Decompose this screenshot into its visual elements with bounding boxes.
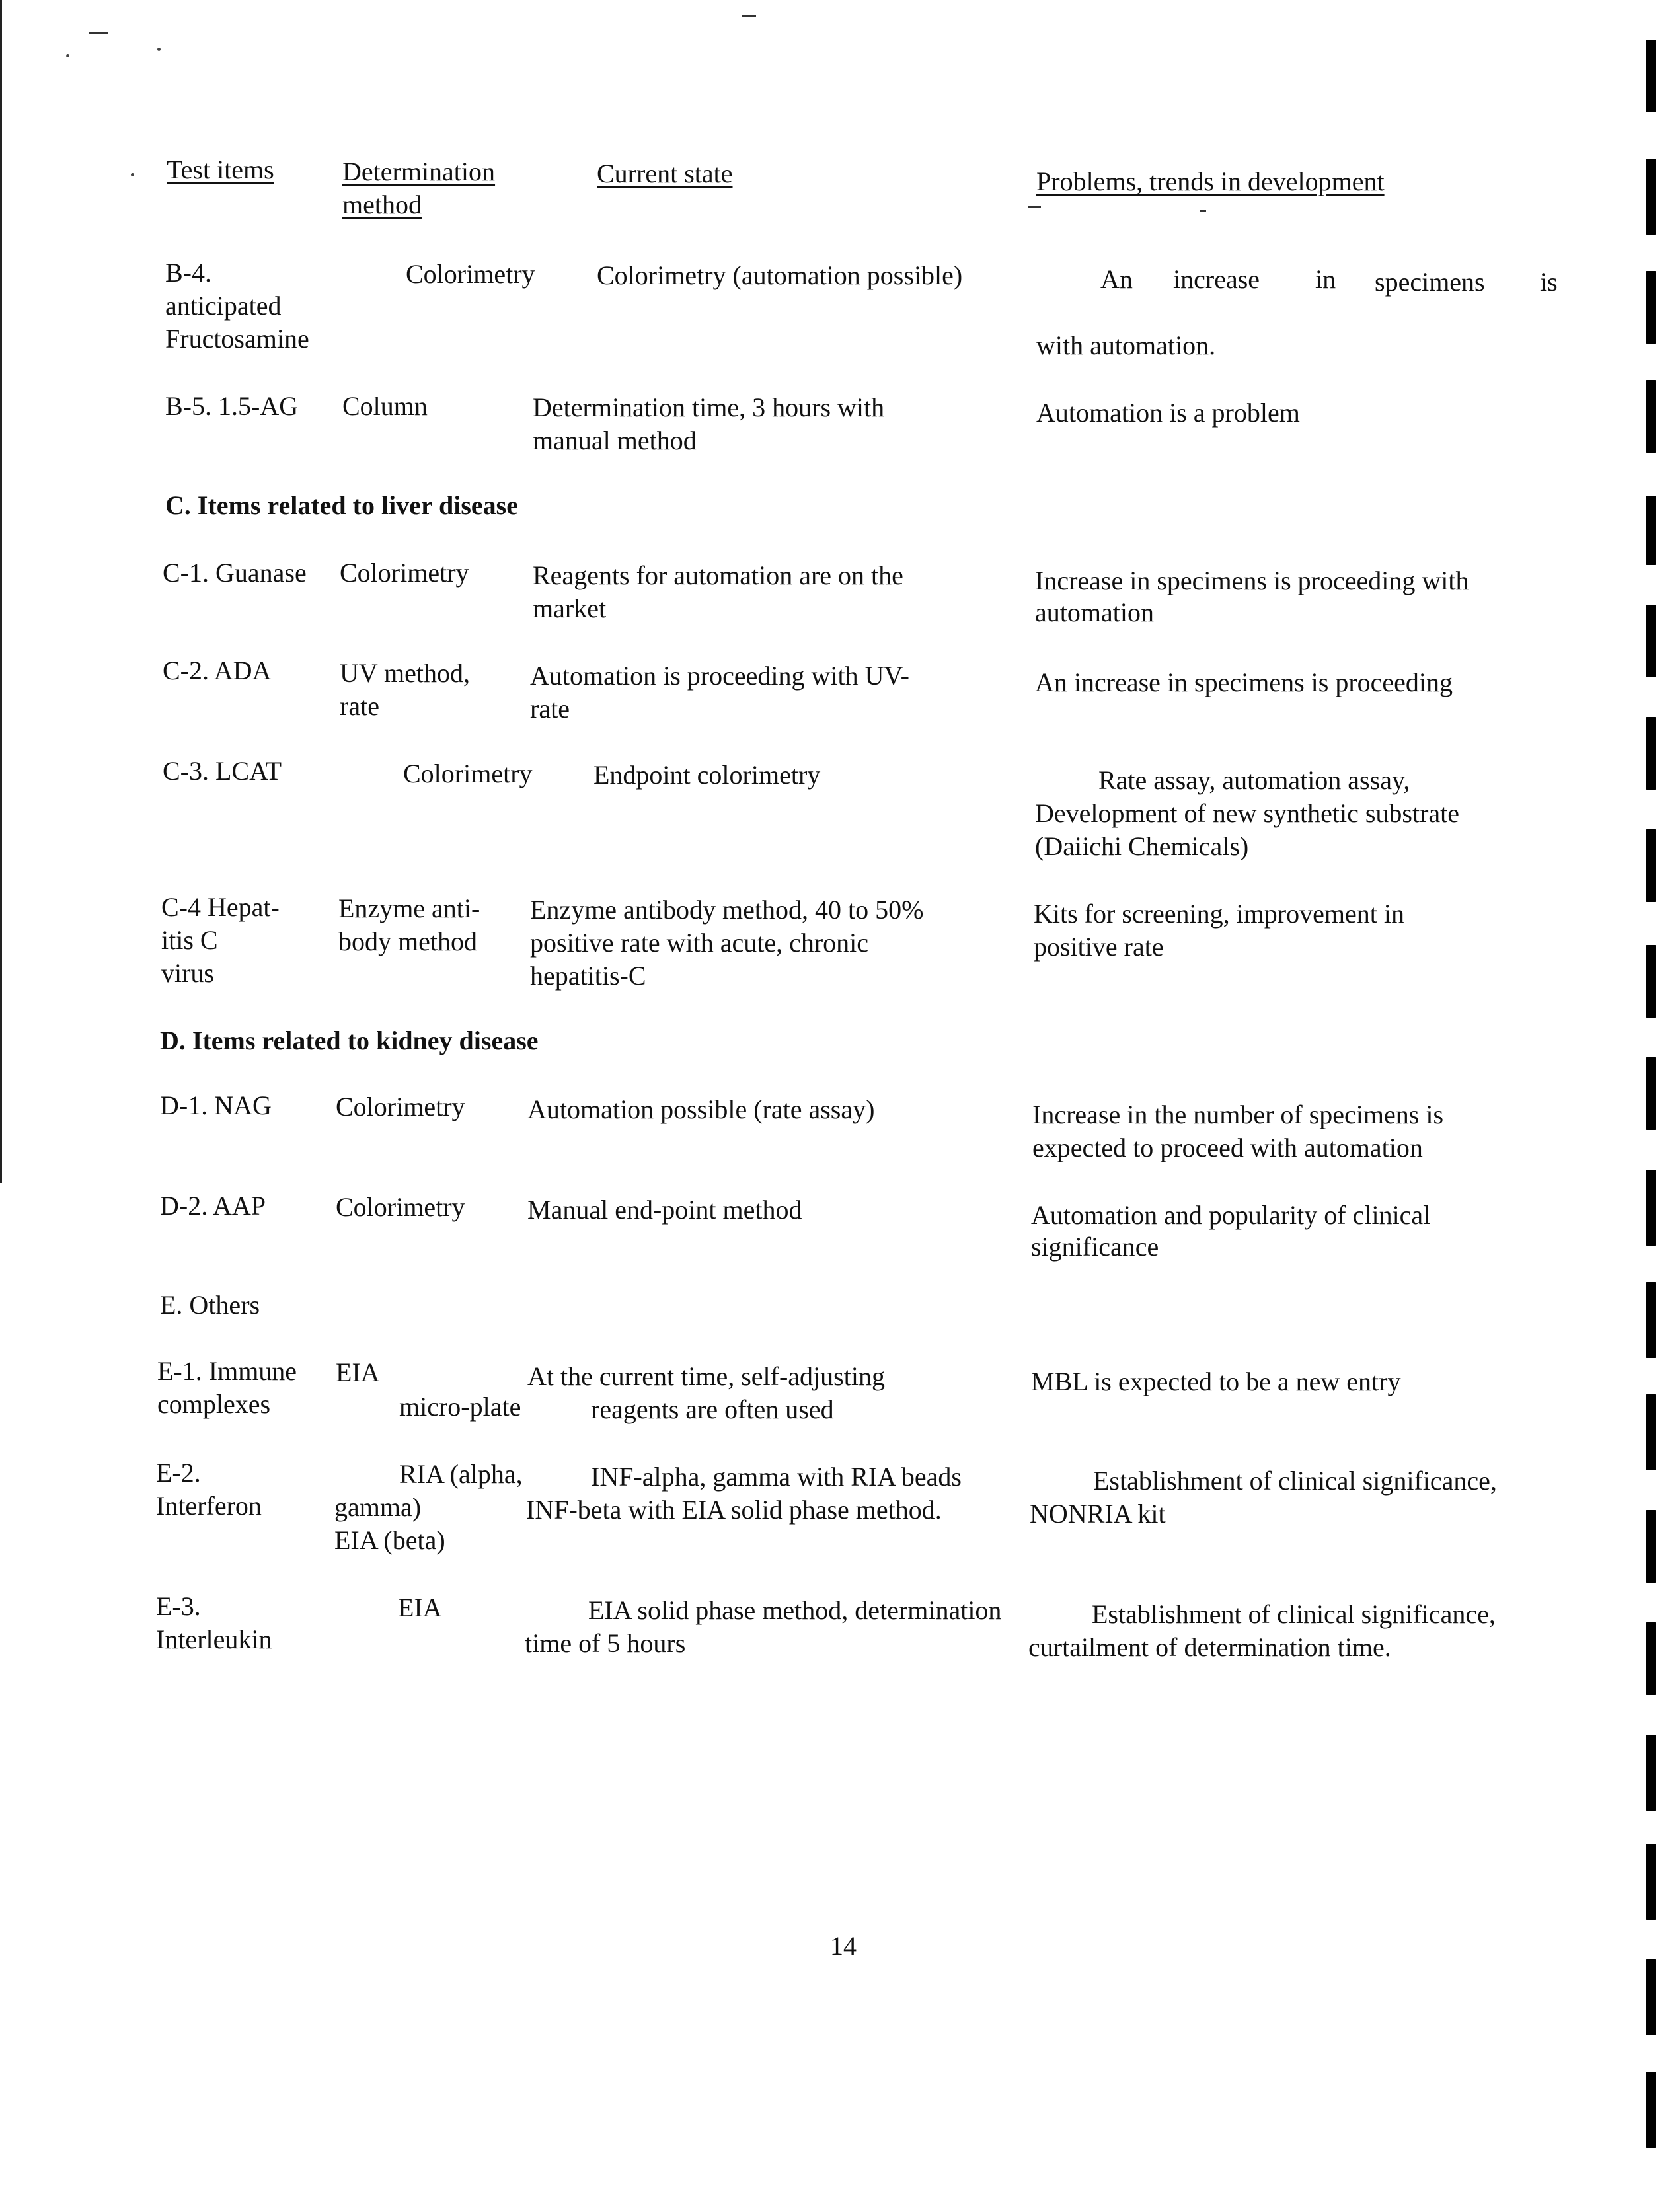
scan-mark xyxy=(742,15,756,17)
e3-state-line2: time of 5 hours xyxy=(525,1628,686,1658)
registration-bar xyxy=(1646,40,1656,112)
e1-state-line1: At the current time, self-adjusting xyxy=(527,1361,885,1391)
d1-item: D-1. NAG xyxy=(160,1090,272,1120)
header-test-items: Test items xyxy=(167,155,274,184)
registration-bar xyxy=(1646,1394,1656,1470)
c2-state-line1: Automation is proceeding with UV- xyxy=(530,661,910,691)
e2-item-line2: Interferon xyxy=(156,1491,262,1521)
d2-problem-line2: significance xyxy=(1031,1232,1159,1262)
e1-state-line2: reagents are often used xyxy=(591,1394,834,1424)
registration-bar xyxy=(1646,1057,1656,1130)
section-c-heading: C. Items related to liver disease xyxy=(165,490,518,520)
c2-method-line1: UV method, xyxy=(340,658,471,688)
b5-item: B-5. 1.5-AG xyxy=(165,391,299,421)
e3-problem-line2: curtailment of determination time. xyxy=(1028,1632,1391,1662)
header-problems: Problems, trends in development xyxy=(1036,167,1385,196)
b5-method: Column xyxy=(342,391,428,421)
c2-problem: An increase in specimens is proceeding xyxy=(1035,667,1453,697)
d2-method: Colorimetry xyxy=(336,1192,465,1222)
e1-method-line2: micro-plate xyxy=(399,1392,521,1422)
scan-speck xyxy=(131,173,134,176)
e3-item-line1: E-3. xyxy=(156,1591,201,1621)
e3-problem-line1: Establishment of clinical significance, xyxy=(1092,1599,1496,1629)
scan-mark xyxy=(1200,210,1206,212)
e1-method-line1: EIA xyxy=(336,1357,380,1387)
c2-state-line2: rate xyxy=(530,694,570,724)
c4-item-line1: C-4 Hepat- xyxy=(161,892,280,922)
c3-state: Endpoint colorimetry xyxy=(593,760,821,790)
registration-bar xyxy=(1646,1735,1656,1811)
e3-state-line1: EIA solid phase method, determination xyxy=(588,1595,1002,1625)
c3-problem-line2: Development of new synthetic substrate xyxy=(1035,798,1460,828)
registration-bar xyxy=(1646,380,1656,453)
section-e-heading: E. Others xyxy=(160,1290,260,1320)
d2-problem-line1: Automation and popularity of clinical xyxy=(1031,1200,1431,1230)
registration-bar xyxy=(1646,1282,1656,1358)
d1-method: Colorimetry xyxy=(336,1092,465,1121)
e2-method-line2: gamma) xyxy=(334,1492,422,1522)
b4-problem-word: An xyxy=(1100,264,1133,294)
d2-item: D-2. AAP xyxy=(160,1191,266,1221)
b5-problem: Automation is a problem xyxy=(1036,398,1300,428)
c4-item-line2: itis C xyxy=(161,925,218,955)
b4-method: Colorimetry xyxy=(406,259,535,289)
e2-item-line1: E-2. xyxy=(156,1458,201,1488)
registration-bar xyxy=(1646,271,1656,344)
e3-method: EIA xyxy=(398,1593,442,1622)
b4-problem-word: in xyxy=(1315,264,1336,294)
e3-item-line2: Interleukin xyxy=(156,1624,272,1654)
registration-bar xyxy=(1646,829,1656,902)
scan-speck xyxy=(157,48,161,51)
b4-item-line2: anticipated xyxy=(165,291,282,321)
registration-bar xyxy=(1646,1844,1656,1920)
c1-state-line1: Reagents for automation are on the xyxy=(533,560,903,590)
b5-state-line1: Determination time, 3 hours with xyxy=(533,393,885,422)
c4-method-line1: Enzyme anti- xyxy=(338,893,480,923)
c4-item-line3: virus xyxy=(161,958,214,988)
e1-problem: MBL is expected to be a new entry xyxy=(1031,1367,1401,1396)
c4-problem-line2: positive rate xyxy=(1034,932,1164,962)
page-number: 14 xyxy=(830,1931,857,1961)
c1-state-line2: market xyxy=(533,593,607,623)
b4-problem-line2: with automation. xyxy=(1036,330,1216,360)
c3-method: Colorimetry xyxy=(403,759,533,788)
d2-state: Manual end-point method xyxy=(527,1195,802,1225)
registration-bar xyxy=(1646,1622,1656,1695)
e2-state-line1: INF-alpha, gamma with RIA beads xyxy=(591,1462,962,1492)
c4-state-line2: positive rate with acute, chronic xyxy=(530,928,869,958)
c3-problem-line3: (Daiichi Chemicals) xyxy=(1035,831,1249,861)
b4-item-line1: B-4. xyxy=(165,258,211,287)
b4-state: Colorimetry (automation possible) xyxy=(597,260,963,290)
e2-problem-line1: Establishment of clinical significance, xyxy=(1093,1466,1497,1496)
b4-problem-word: increase xyxy=(1173,264,1260,294)
d1-problem-line1: Increase in the number of specimens is xyxy=(1032,1100,1444,1129)
c3-problem-line1: Rate assay, automation assay, xyxy=(1098,765,1410,795)
registration-bar xyxy=(1646,945,1656,1018)
c3-item: C-3. LCAT xyxy=(163,756,282,786)
c1-item: C-1. Guanase xyxy=(163,558,307,588)
e2-method-line3: EIA (beta) xyxy=(334,1525,445,1555)
e2-state-line2: INF-beta with EIA solid phase method. xyxy=(526,1495,942,1525)
e2-method-line1: RIA (alpha, xyxy=(399,1459,523,1489)
section-d-heading: D. Items related to kidney disease xyxy=(160,1026,539,1055)
registration-bar xyxy=(1646,605,1656,677)
registration-bar xyxy=(1646,1510,1656,1583)
header-determination: Determination xyxy=(342,157,496,186)
d1-problem-line2: expected to proceed with automation xyxy=(1032,1133,1423,1162)
e1-item-line1: E-1. Immune xyxy=(157,1356,297,1386)
b4-problem-word: is xyxy=(1540,267,1558,297)
registration-bar xyxy=(1646,2072,1656,2148)
registration-bar xyxy=(1646,1959,1656,2035)
c4-state-line1: Enzyme antibody method, 40 to 50% xyxy=(530,895,924,925)
e1-item-line2: complexes xyxy=(157,1389,271,1419)
b4-item-line3: Fructosamine xyxy=(165,324,309,354)
registration-bar xyxy=(1646,1170,1656,1246)
scan-mark xyxy=(1028,206,1041,208)
b5-state-line2: manual method xyxy=(533,426,697,455)
scan-edge-line xyxy=(0,0,2,1183)
c4-method-line2: body method xyxy=(338,927,477,956)
c1-problem-line1: Increase in specimens is proceeding with xyxy=(1035,566,1469,595)
c4-state-line3: hepatitis-C xyxy=(530,961,646,991)
c4-problem-line1: Kits for screening, improvement in xyxy=(1034,899,1404,929)
registration-bar xyxy=(1646,496,1656,565)
d1-state: Automation possible (rate assay) xyxy=(527,1094,875,1124)
scan-speck xyxy=(66,54,69,57)
c2-item: C-2. ADA xyxy=(163,656,272,685)
scan-mark xyxy=(89,32,108,34)
registration-bar xyxy=(1646,717,1656,790)
e2-problem-line2: NONRIA kit xyxy=(1030,1499,1166,1529)
c1-problem-line2: automation xyxy=(1035,597,1154,627)
header-method: method xyxy=(342,190,422,219)
registration-bar xyxy=(1646,159,1656,235)
c1-method: Colorimetry xyxy=(340,558,469,588)
c2-method-line2: rate xyxy=(340,691,379,721)
b4-problem-word: specimens xyxy=(1375,267,1485,297)
header-current-state: Current state xyxy=(597,159,733,188)
